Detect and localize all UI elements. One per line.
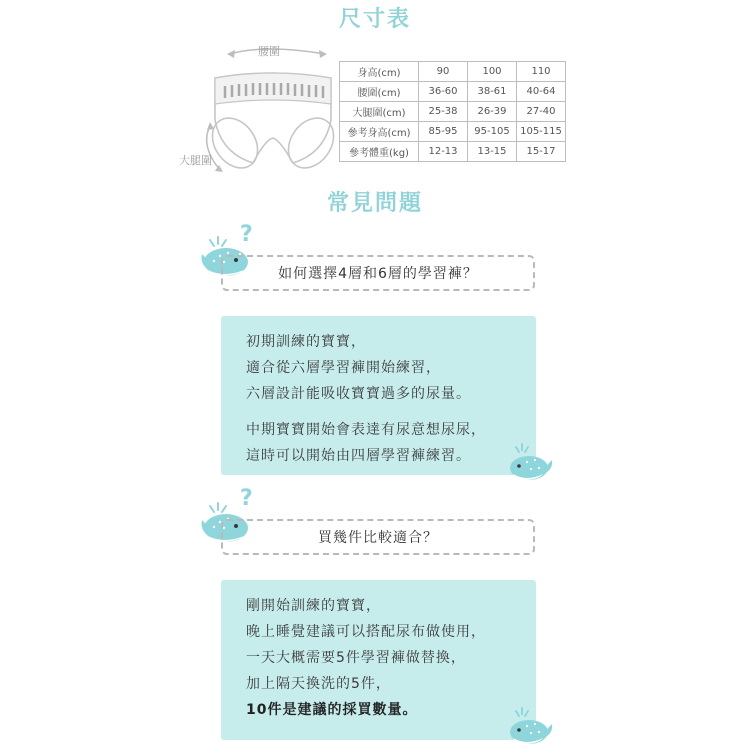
faq-answer-1 bbox=[221, 316, 536, 475]
question-mark-icon: ? bbox=[240, 222, 253, 247]
table-cell: 12-13 bbox=[419, 142, 468, 162]
row-header: 身高(cm) bbox=[340, 62, 419, 82]
answer-line: 初期訓練的寶寶， bbox=[246, 334, 366, 350]
waist-label: 腰圍 bbox=[258, 45, 280, 58]
answer-line: 這時可以開始由四層學習褲練習。 bbox=[246, 448, 471, 464]
whale-icon bbox=[505, 704, 555, 750]
answer-line-bold: 10件是建議的採買數量。 bbox=[246, 702, 418, 718]
table-row bbox=[340, 142, 566, 162]
table-cell: 100 bbox=[468, 62, 517, 82]
row-header: 參考身高(cm) bbox=[340, 122, 419, 142]
size-table bbox=[339, 61, 566, 162]
row-header: 腰圍(cm) bbox=[340, 82, 419, 102]
table-cell: 26-39 bbox=[468, 102, 517, 122]
answer-line: 一天大概需要5件學習褲做替換， bbox=[246, 650, 466, 666]
answer-line: 晚上睡覺建議可以搭配尿布做使用， bbox=[246, 624, 486, 640]
table-cell: 95-105 bbox=[468, 122, 517, 142]
table-cell: 25-38 bbox=[419, 102, 468, 122]
table-row bbox=[340, 102, 566, 122]
answer-line: 加上隔天換洗的5件， bbox=[246, 676, 391, 692]
table-cell: 27-40 bbox=[517, 102, 566, 122]
table-cell: 40-64 bbox=[517, 82, 566, 102]
size-chart-title: 尺寸表 bbox=[338, 7, 411, 32]
table-cell: 110 bbox=[517, 62, 566, 82]
table-row bbox=[340, 122, 566, 142]
table-cell: 38-61 bbox=[468, 82, 517, 102]
table-cell: 105-115 bbox=[517, 122, 566, 142]
faq-question-1[interactable]: 如何選擇4層和6層的學習褲？ bbox=[221, 255, 535, 291]
answer-line: 適合從六層學習褲開始練習， bbox=[246, 360, 441, 376]
faq-answer-2 bbox=[221, 580, 536, 740]
faq-question-2[interactable]: 買幾件比較適合？ bbox=[221, 519, 535, 555]
row-header: 參考體重(kg) bbox=[340, 142, 419, 162]
whale-icon bbox=[505, 440, 555, 486]
question-mark-icon: ? bbox=[240, 486, 253, 511]
answer-line: 中期寶寶開始會表達有尿意想尿尿， bbox=[246, 422, 486, 438]
table-cell: 90 bbox=[419, 62, 468, 82]
thigh-label: 大腿圍 bbox=[179, 154, 212, 167]
faq-title: 常見問題 bbox=[326, 191, 423, 216]
table-row bbox=[340, 62, 566, 82]
table-cell: 36-60 bbox=[419, 82, 468, 102]
answer-line: 六層設計能吸收寶寶過多的尿量。 bbox=[246, 386, 471, 402]
table-cell: 15-17 bbox=[517, 142, 566, 162]
row-header: 大腿圍(cm) bbox=[340, 102, 419, 122]
table-row bbox=[340, 82, 566, 102]
table-cell: 85-95 bbox=[419, 122, 468, 142]
answer-line: 剛開始訓練的寶寶， bbox=[246, 598, 381, 614]
table-cell: 13-15 bbox=[468, 142, 517, 162]
